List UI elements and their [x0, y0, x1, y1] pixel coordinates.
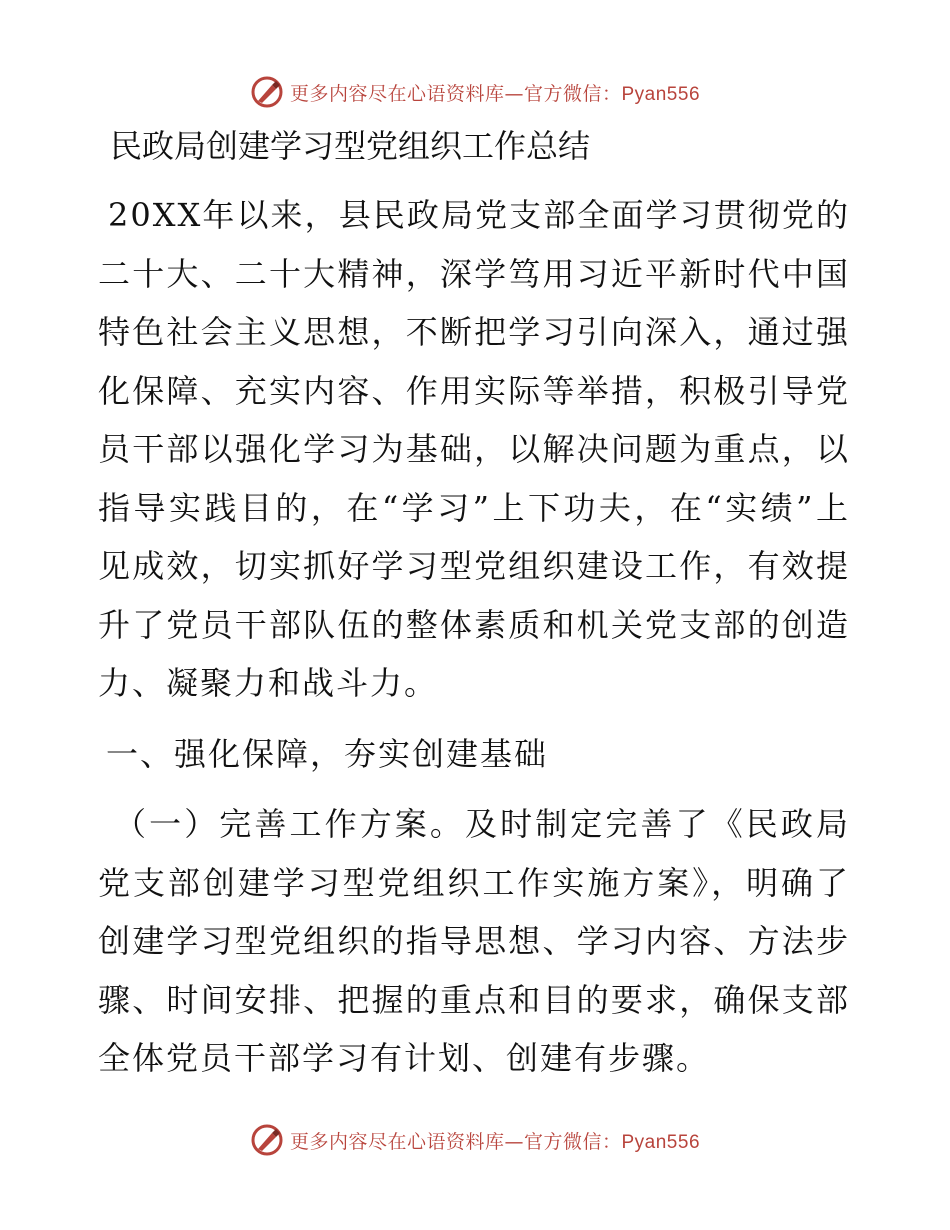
pen-logo-icon: [250, 1123, 284, 1157]
intro-paragraph: 20XX年以来，县民政局党支部全面学习贯彻党的二十大、二十大精神，深学笃用习近平新时代中国特色社会主义思想，不断把学习引向深入，通过强化保障、充实内容、作用实际等举措，积极引导党员干部以强化学习为基础，以解决问题为重点，以指导实践目的，在“学习”上下功夫，在“实绩”上见成效，切实抓好学习型党组织建设工作，有效提升了党员干部队伍的整体素质和机关党支部的创造力、凝聚力和战斗力。: [98, 196, 850, 702]
document-body: [98, 120, 850, 1088]
header-watermark: [0, 72, 950, 112]
section-paragraph: （一）完善工作方案。及时制定完善了《民政局党支部创建学习型党组织工作实施方案》，明确了创建学习型党组织的指导思想、学习内容、方法步骤、时间安排、把握的重点和目的要求，确保支部全体党员干部学习有计划、创建有步骤。: [98, 805, 850, 1077]
pen-logo-icon: [250, 75, 284, 109]
footer-watermark: [0, 1120, 950, 1160]
document-title: 民政局创建学习型党组织工作总结: [110, 127, 591, 165]
watermark-text: 更多内容尽在心语资料库—官方微信：Pyan556: [289, 1130, 701, 1153]
section-heading: 一、强化保障，夯实创建基础: [106, 734, 549, 773]
watermark-text: 更多内容尽在心语资料库—官方微信：Pyan556: [289, 82, 701, 105]
